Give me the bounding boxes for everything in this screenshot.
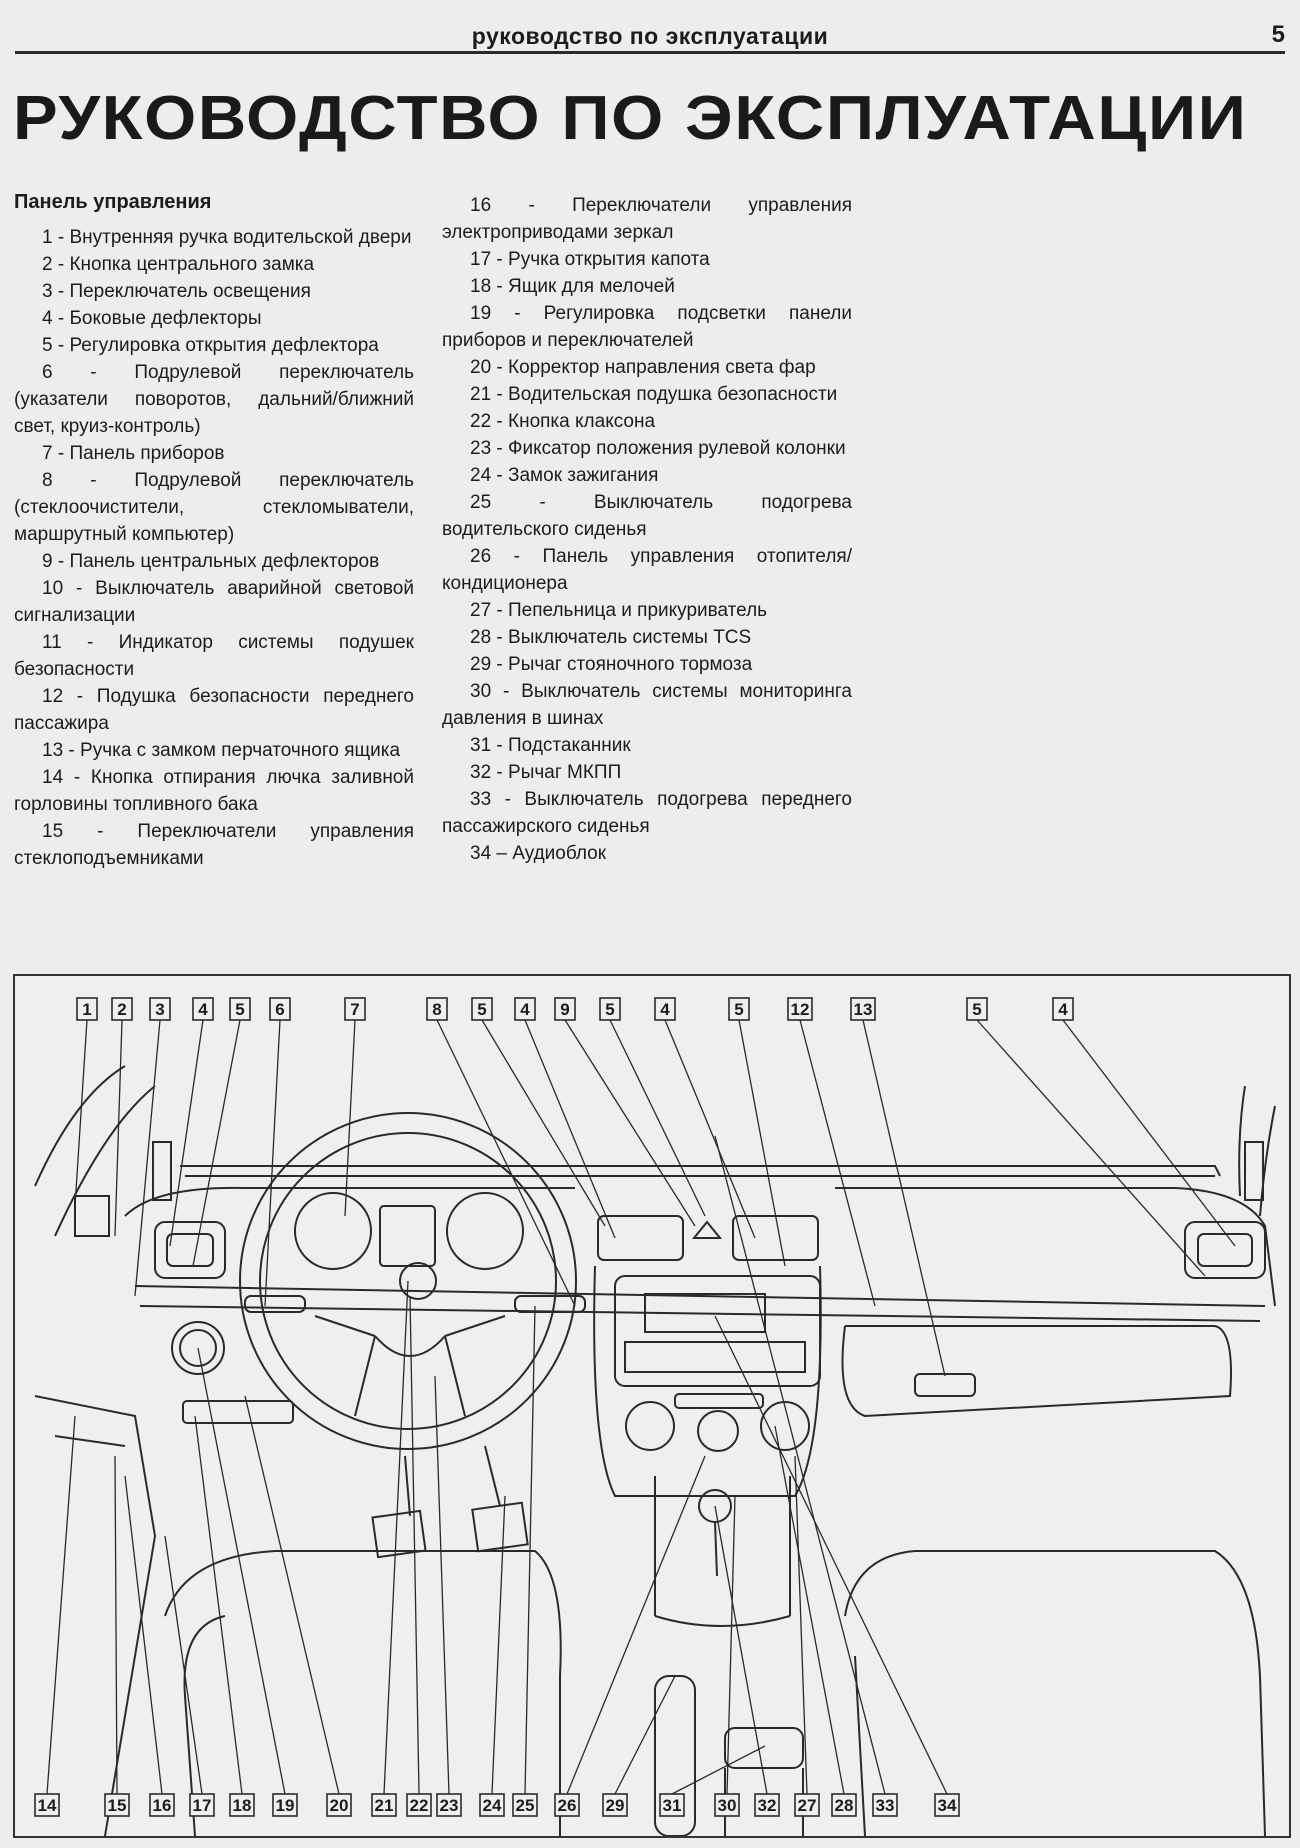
svg-text:19: 19 bbox=[275, 1796, 295, 1815]
legend-item: 6 - Подрулевой переключатель (указатели поворотов, дальний/ближний свет, круиз-контроль) bbox=[14, 362, 414, 437]
dashboard-drawing bbox=[15, 976, 1289, 1836]
callout-leader-line bbox=[47, 1416, 75, 1794]
bottom-callouts bbox=[35, 1794, 959, 1816]
callout-number bbox=[788, 998, 812, 1020]
svg-text:4: 4 bbox=[660, 1000, 670, 1019]
callout-number bbox=[851, 998, 875, 1020]
callout-number bbox=[407, 1794, 431, 1816]
callout-number bbox=[935, 1794, 959, 1816]
callout-leader-line bbox=[795, 1456, 807, 1794]
callout-number bbox=[270, 998, 290, 1020]
legend-item: 16 - Переключатели управления электроприводами зеркал bbox=[442, 195, 852, 243]
callout-leader-line bbox=[135, 1020, 160, 1296]
tachometer bbox=[295, 1193, 371, 1269]
svg-text:32: 32 bbox=[757, 1796, 777, 1815]
section-heading: Панель управления bbox=[14, 191, 212, 213]
svg-text:23: 23 bbox=[439, 1796, 459, 1815]
callout-leader-line bbox=[245, 1396, 339, 1794]
legend-item: 1 - Внутренняя ручка водительской двери bbox=[42, 227, 412, 248]
legend-item: 20 - Корректор направления света фар bbox=[470, 357, 816, 378]
svg-text:15: 15 bbox=[107, 1796, 127, 1815]
driver-door bbox=[35, 1396, 155, 1836]
callout-leader-line bbox=[739, 1020, 785, 1266]
legend-item: 3 - Переключатель освещения bbox=[42, 281, 311, 302]
callout-leader-line bbox=[345, 1020, 355, 1216]
svg-text:5: 5 bbox=[605, 1000, 615, 1019]
callout-number bbox=[1053, 998, 1073, 1020]
legend-item: 23 - Фиксатор положения рулевой колонки bbox=[470, 438, 846, 459]
svg-text:7: 7 bbox=[350, 1000, 360, 1019]
legend-item: 9 - Панель центральных дефлекторов bbox=[42, 551, 380, 572]
legend-item: 17 - Ручка открытия капота bbox=[470, 249, 710, 270]
legend-item: 34 – Аудиоблок bbox=[470, 843, 607, 864]
svg-text:5: 5 bbox=[235, 1000, 245, 1019]
callout-leader-line bbox=[115, 1456, 117, 1794]
legend-item: 26 - Панель управления отопителя/кондиционера bbox=[442, 546, 852, 594]
callout-number bbox=[150, 1794, 174, 1816]
callout-leader-line bbox=[800, 1020, 875, 1306]
svg-text:22: 22 bbox=[409, 1796, 429, 1815]
callout-leader-line bbox=[775, 1426, 844, 1794]
center-vent-left bbox=[598, 1216, 683, 1260]
callout-leader-line bbox=[610, 1020, 705, 1216]
svg-text:16: 16 bbox=[152, 1796, 172, 1815]
callout-number bbox=[150, 998, 170, 1020]
svg-text:24: 24 bbox=[482, 1796, 502, 1815]
callout-number bbox=[193, 998, 213, 1020]
callout-number bbox=[437, 1794, 461, 1816]
svg-text:2: 2 bbox=[117, 1000, 127, 1019]
svg-text:1: 1 bbox=[82, 1000, 92, 1019]
callout-leader-line bbox=[410, 1296, 419, 1794]
callout-number bbox=[555, 998, 575, 1020]
svg-text:18: 18 bbox=[232, 1796, 252, 1815]
svg-text:13: 13 bbox=[853, 1000, 873, 1019]
svg-text:31: 31 bbox=[662, 1796, 682, 1815]
legend-item: 10 - Выключатель аварийной световой сигнализации bbox=[14, 578, 414, 626]
svg-text:34: 34 bbox=[937, 1796, 957, 1815]
legend-item: 27 - Пепельница и прикуриватель bbox=[470, 600, 768, 621]
callout-number bbox=[77, 998, 97, 1020]
callout-leader-line bbox=[672, 1746, 765, 1794]
svg-text:4: 4 bbox=[520, 1000, 530, 1019]
page-header bbox=[15, 21, 1285, 54]
callout-number bbox=[729, 998, 749, 1020]
callout-number bbox=[105, 1794, 129, 1816]
svg-text:26: 26 bbox=[557, 1796, 577, 1815]
callout-number bbox=[832, 1794, 856, 1816]
svg-text:29: 29 bbox=[605, 1796, 625, 1815]
legend-item: 30 - Выключатель системы мониторинга давления в шинах bbox=[442, 681, 852, 729]
svg-text:6: 6 bbox=[275, 1000, 285, 1019]
page-number: 5 bbox=[1271, 21, 1285, 48]
legend-item: 5 - Регулировка открытия дефлектора bbox=[42, 335, 379, 356]
legend-item: 33 - Выключатель подогрева переднего пассажирского сиденья bbox=[442, 789, 852, 837]
legend-item: 11 - Индикатор системы подушек безопасности bbox=[14, 632, 414, 680]
svg-text:12: 12 bbox=[790, 1000, 810, 1019]
callout-leader-line bbox=[384, 1281, 408, 1794]
svg-text:3: 3 bbox=[155, 1000, 165, 1019]
legend-item: 19 - Регулировка подсветки панели приборов и переключателей bbox=[442, 303, 852, 351]
legend-item: 2 - Кнопка центрального замка bbox=[42, 254, 315, 275]
svg-text:25: 25 bbox=[515, 1796, 535, 1815]
callout-leader-line bbox=[1063, 1020, 1235, 1246]
svg-text:8: 8 bbox=[432, 1000, 442, 1019]
callout-number bbox=[35, 1794, 59, 1816]
legend-item: 15 - Переключатели управления стеклоподъемниками bbox=[14, 821, 414, 869]
callout-leader-line bbox=[567, 1456, 705, 1794]
callout-number bbox=[600, 998, 620, 1020]
a-pillar-left bbox=[35, 1066, 155, 1236]
brake-pedal bbox=[472, 1503, 527, 1552]
legend-item: 21 - Водительская подушка безопасности bbox=[470, 384, 838, 405]
legend-item: 29 - Рычаг стояночного тормоза bbox=[470, 654, 753, 675]
callout-leader-line bbox=[170, 1020, 203, 1246]
legend-item: 31 - Подстаканник bbox=[470, 735, 631, 756]
legend-item: 22 - Кнопка клаксона bbox=[470, 411, 656, 432]
callout-number bbox=[555, 1794, 579, 1816]
svg-text:5: 5 bbox=[972, 1000, 982, 1019]
callout-number bbox=[715, 1794, 739, 1816]
svg-text:14: 14 bbox=[37, 1796, 57, 1815]
callout-leader-line bbox=[198, 1348, 285, 1794]
callout-number bbox=[515, 998, 535, 1020]
climate-knob-left bbox=[626, 1402, 674, 1450]
callout-number bbox=[427, 998, 447, 1020]
dashboard-diagram bbox=[13, 974, 1291, 1838]
legend-item: 13 - Ручка с замком перчаточного ящика bbox=[42, 740, 401, 761]
climate-knob-center bbox=[698, 1411, 738, 1451]
legend-item: 32 - Рычаг МКПП bbox=[470, 762, 622, 783]
callout-number bbox=[967, 998, 987, 1020]
cupholder bbox=[725, 1728, 803, 1768]
callout-leader-line bbox=[665, 1020, 755, 1238]
svg-text:27: 27 bbox=[797, 1796, 817, 1815]
callout-leader-line bbox=[265, 1020, 280, 1306]
callout-number bbox=[345, 998, 365, 1020]
callout-number bbox=[755, 1794, 779, 1816]
page-title: РУКОВОДСТВО ПО ЭКСПЛУАТАЦИИ bbox=[13, 84, 1248, 153]
legend-list-right bbox=[442, 192, 852, 867]
callout-number bbox=[190, 1794, 214, 1816]
callout-leader-line bbox=[715, 1506, 767, 1794]
svg-text:20: 20 bbox=[329, 1796, 349, 1815]
callout-number bbox=[795, 1794, 819, 1816]
callout-leader-line bbox=[125, 1476, 162, 1794]
legend-item: 28 - Выключатель системы TCS bbox=[470, 627, 752, 648]
callout-number bbox=[603, 1794, 627, 1816]
svg-text:21: 21 bbox=[374, 1796, 394, 1815]
legend-item: 24 - Замок зажигания bbox=[470, 465, 659, 486]
svg-text:17: 17 bbox=[192, 1796, 212, 1815]
callout-leader-line bbox=[615, 1676, 675, 1794]
callout-leader-line bbox=[195, 1416, 242, 1794]
svg-text:33: 33 bbox=[875, 1796, 895, 1815]
legend-column-left bbox=[14, 189, 414, 872]
top-callouts bbox=[77, 998, 1073, 1020]
svg-text:9: 9 bbox=[560, 1000, 570, 1019]
callout-leader-line bbox=[482, 1020, 605, 1226]
running-header-title: руководство по эксплуатации bbox=[471, 23, 829, 49]
callout-leader-line bbox=[977, 1020, 1205, 1276]
legend-item: 14 - Кнопка отпирания лючка заливной горловины топливного бака bbox=[14, 767, 414, 815]
callout-number bbox=[480, 1794, 504, 1816]
svg-text:4: 4 bbox=[198, 1000, 208, 1019]
callout-leader-line bbox=[492, 1496, 505, 1794]
callout-number bbox=[372, 1794, 396, 1816]
callout-leader-line bbox=[525, 1020, 615, 1238]
legend-item: 25 - Выключатель подогрева водительского сиденья bbox=[442, 492, 852, 540]
dashboard-top bbox=[180, 1166, 1220, 1176]
callout-number bbox=[230, 998, 250, 1020]
legend-list-left bbox=[14, 224, 414, 872]
callout-leader-line bbox=[863, 1020, 945, 1376]
callout-number bbox=[873, 1794, 897, 1816]
callout-number bbox=[472, 998, 492, 1020]
callout-leader-line bbox=[435, 1376, 449, 1794]
svg-text:30: 30 bbox=[717, 1796, 737, 1815]
callout-number bbox=[655, 998, 675, 1020]
callout-number bbox=[513, 1794, 537, 1816]
callout-leader-line bbox=[715, 1136, 885, 1794]
legend-item: 4 - Боковые дефлекторы bbox=[42, 308, 262, 329]
svg-text:5: 5 bbox=[734, 1000, 744, 1019]
callout-number bbox=[327, 1794, 351, 1816]
callout-number bbox=[660, 1794, 684, 1816]
callout-number bbox=[230, 1794, 254, 1816]
legend-item: 18 - Ящик для мелочей bbox=[470, 276, 675, 297]
callout-leader-line bbox=[727, 1496, 735, 1794]
vent-left bbox=[155, 1222, 225, 1278]
callout-leader-line bbox=[565, 1020, 695, 1226]
legend-item: 12 - Подушка безопасности переднего пассажира bbox=[14, 686, 414, 734]
speedometer bbox=[447, 1193, 523, 1269]
passenger-seat bbox=[845, 1551, 1265, 1836]
legend-column-right bbox=[442, 192, 852, 867]
svg-text:28: 28 bbox=[834, 1796, 854, 1815]
callout-leader-line bbox=[193, 1020, 240, 1266]
callout-number bbox=[273, 1794, 297, 1816]
svg-text:5: 5 bbox=[477, 1000, 487, 1019]
legend-item: 7 - Панель приборов bbox=[42, 443, 225, 464]
svg-text:4: 4 bbox=[1058, 1000, 1068, 1019]
glovebox bbox=[843, 1326, 1232, 1416]
callout-number bbox=[112, 998, 132, 1020]
legend-item: 8 - Подрулевой переключатель (стеклоочистители, стекломыватели, маршрутный компьютер) bbox=[14, 470, 414, 545]
